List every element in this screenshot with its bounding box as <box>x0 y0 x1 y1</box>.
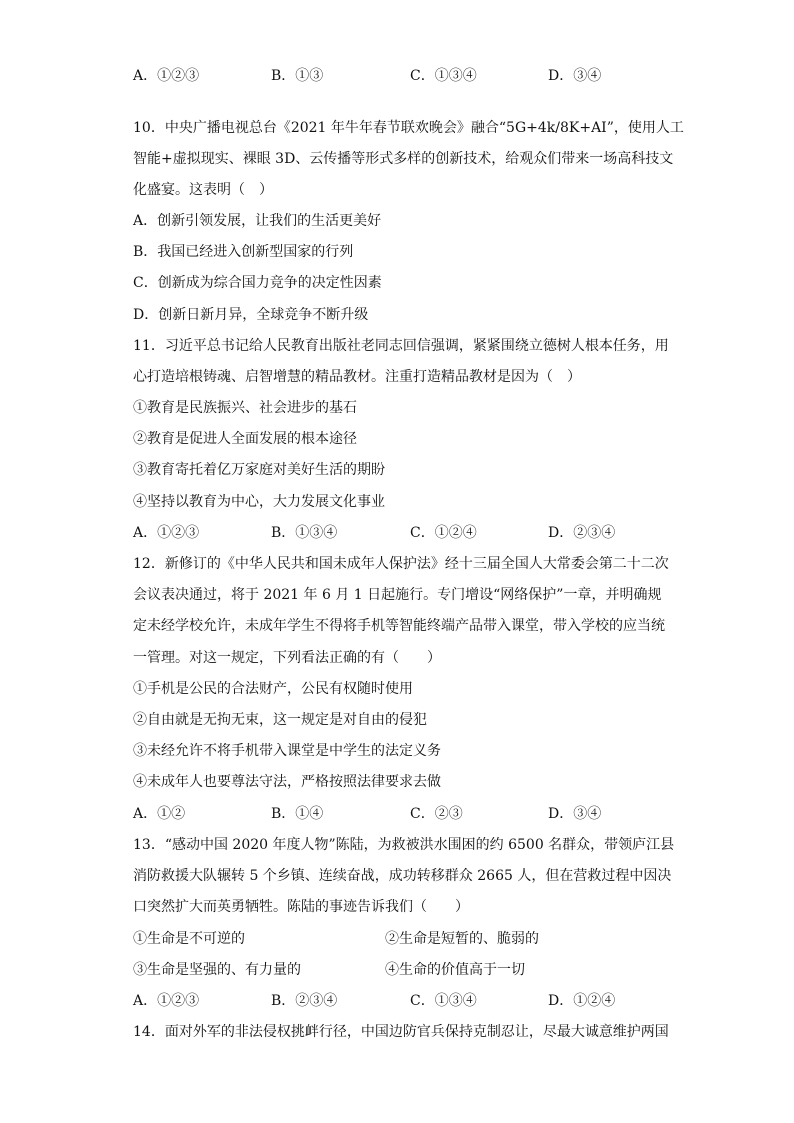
q14-stem-line-1: 14．面对外军的非法侵权挑衅行径，中国边防官兵保持克制忍让，尽最大诚意维护两国 <box>133 1024 669 1040</box>
q11-choice-c: C．①②④ <box>410 525 477 541</box>
q12-stem-line-1: 12．新修订的《中华人民共和国未成年人保护法》经十三届全国人大常委会第二十二次 <box>133 556 669 572</box>
q10-option-a: A．创新引领发展，让我们的生活更美好 <box>133 213 382 229</box>
q10-stem-line-3: 化盛宴。这表明（ ） <box>133 182 273 198</box>
q12-choices <box>133 804 693 824</box>
q9-choice-a: A．①②③ <box>133 68 200 84</box>
q9-choice-d: D．③④ <box>548 68 602 84</box>
q12-choice-a: A．①② <box>133 806 186 822</box>
q11-item-2: ②教育是促进人全面发展的根本途径 <box>133 431 357 447</box>
q12-item-4: ④未成年人也要尊法守法，严格按照法律要求去做 <box>133 774 441 790</box>
q13-choice-d: D．①②④ <box>548 993 616 1009</box>
q11-choice-b: B．①③④ <box>271 525 338 541</box>
q13-stem-line-3: 口突然扩大而英勇牺牲。陈陆的事迹告诉我们（ ） <box>133 899 469 915</box>
q12-choice-d: D．③④ <box>548 806 602 822</box>
q12-item-1: ①手机是公民的合法财产，公民有权随时使用 <box>133 681 413 697</box>
q11-choice-a: A．①②③ <box>133 525 200 541</box>
q13-item-1: ①生命是不可逆的 <box>133 931 245 947</box>
q13-item-2: ②生命是短暂的、脆弱的 <box>385 931 539 947</box>
q9-choices <box>133 66 693 86</box>
q13-stem-line-2: 消防救援大队辗转 5 个乡镇、连续奋战，成功转移群众 2665 人，但在营救过程中因决 <box>133 868 672 884</box>
q9-choice-c: C．①③④ <box>410 68 477 84</box>
q10-option-b: B．我国已经进入创新型国家的行列 <box>133 244 354 260</box>
q12-item-2: ②自由就是无拘无束，这一规定是对自由的侵犯 <box>133 712 427 728</box>
q12-choice-c: C．②③ <box>410 806 463 822</box>
q10-stem-line-1: 10．中央广播电视总台《2021 年牛年春节联欢晚会》融合“5G+4k/8K+AI”，使用人工 <box>133 120 684 136</box>
q13-items-row-1 <box>133 929 693 949</box>
q10-option-c: C．创新成为综合国力竞争的决定性因素 <box>133 275 382 291</box>
q13-choice-c: C．①③④ <box>410 993 477 1009</box>
q13-choice-b: B．②③④ <box>271 993 338 1009</box>
q12-stem-line-2: 会议表决通过，将于 2021 年 6 月 1 日起施行。专门增设“网络保护”一章，并明确规 <box>133 587 662 603</box>
q12-stem-line-3: 定未经学校允许，未成年学生不得将手机等智能终端产品带入课堂，带入学校的应当统 <box>133 618 665 634</box>
q11-item-3: ③教育寄托着亿万家庭对美好生活的期盼 <box>133 462 385 478</box>
q13-items-row-2 <box>133 960 693 980</box>
q13-item-4: ④生命的价值高于一切 <box>385 962 525 978</box>
q11-choices <box>133 523 693 543</box>
q11-choice-d: D．②③④ <box>548 525 616 541</box>
q10-stem-line-2: 智能+虚拟现实、裸眼 3D、云传播等形式多样的创新技术，给观众们带来一场高科技文 <box>133 151 674 167</box>
q9-choice-b: B．①③ <box>271 68 324 84</box>
q13-stem-line-1: 13．“感动中国 2020 年度人物”陈陆，为救被洪水围困的约 6500 名群众，带领庐江县 <box>133 837 675 853</box>
q13-choice-a: A．①②③ <box>133 993 200 1009</box>
q11-item-4: ④坚持以教育为中心，大力发展文化事业 <box>133 494 385 510</box>
q12-stem-line-4: 一管理。对这一规定，下列看法正确的有（ ） <box>133 650 441 666</box>
q10-option-d: D．创新日新月异，全球竞争不断升级 <box>133 307 369 323</box>
q11-stem-line-2: 心打造培根铸魂、启智增慧的精品教材。注重打造精品教材是因为（ ） <box>133 369 581 385</box>
q11-item-1: ①教育是民族振兴、社会进步的基石 <box>133 400 357 416</box>
q13-item-3: ③生命是坚强的、有力量的 <box>133 962 301 978</box>
q12-choice-b: B．①④ <box>271 806 324 822</box>
q13-choices <box>133 991 693 1011</box>
q12-item-3: ③未经允许不将手机带入课堂是中学生的法定义务 <box>133 743 441 759</box>
q11-stem-line-1: 11．习近平总书记给人民教育出版社老同志回信强调，紧紧围绕立德树人根本任务，用 <box>133 338 669 354</box>
